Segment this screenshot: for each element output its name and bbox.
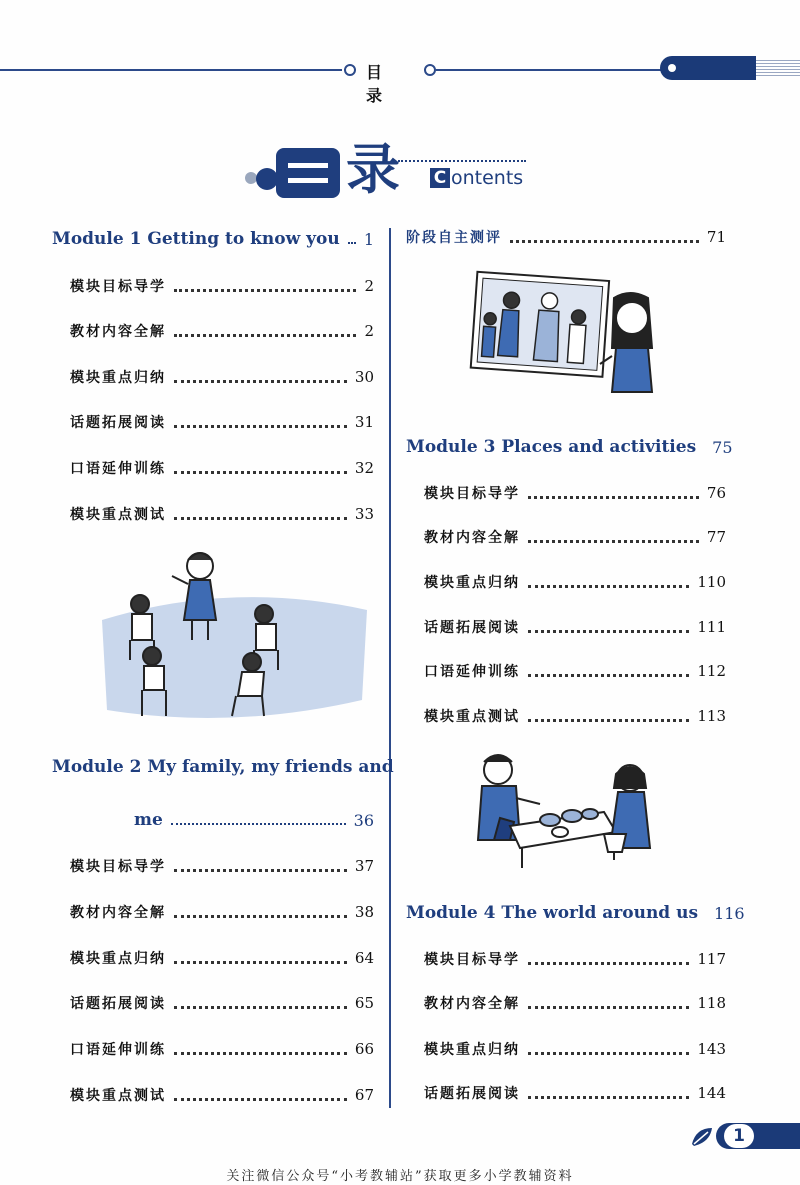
toc-module-title: Module 3 Places and activities [406, 437, 697, 457]
toc-item[interactable] [70, 948, 374, 968]
toc-item[interactable] [70, 856, 374, 876]
toc-page-number: 2 [364, 277, 374, 295]
toc-stage-test[interactable] [406, 227, 726, 247]
toc-page-number: 117 [697, 950, 726, 968]
toc-item-label: 模块重点测试 [70, 507, 166, 523]
toc-leader [174, 289, 356, 292]
toc-item-label: 话题拓展阅读 [424, 1086, 520, 1102]
toc-page-number: 66 [354, 1040, 374, 1058]
toc-item[interactable] [424, 617, 726, 637]
toc-leader [174, 961, 347, 964]
toc-leader [528, 1052, 689, 1055]
toc-leader [528, 496, 699, 499]
toc-item[interactable] [70, 1039, 374, 1059]
toc-page-number: 143 [697, 1040, 726, 1058]
page-number: 1 [724, 1124, 754, 1148]
toc-page-number: 118 [697, 994, 726, 1012]
toc-item-label: 话题拓展阅读 [70, 415, 166, 431]
toc-item-label: 模块重点测试 [424, 709, 520, 725]
toc-leader [528, 674, 689, 677]
toc-page-number: 33 [354, 505, 374, 523]
toc-module-2[interactable] [134, 810, 374, 830]
toc-module-3[interactable] [406, 437, 733, 457]
banner-dotted-rule [398, 160, 526, 162]
toc-item-label: 口语延伸训练 [70, 461, 166, 477]
decor-dot [256, 168, 278, 190]
toc-leader [174, 1006, 347, 1009]
toc-leader [174, 380, 347, 383]
toc-leader [174, 1098, 347, 1101]
toc-leader [174, 915, 347, 918]
toc-item-label: 模块重点归纳 [424, 575, 520, 591]
toc-item-label: 口语延伸训练 [424, 664, 520, 680]
toc-item[interactable] [424, 572, 726, 592]
toc-page-number: 36 [353, 810, 374, 830]
toc-item[interactable] [70, 993, 374, 1013]
header-title: 目 录 [366, 63, 393, 105]
toc-leader [174, 1052, 347, 1055]
corner-dot-icon [668, 64, 676, 72]
toc-page-number: 1 [363, 229, 374, 249]
toc-leader [528, 719, 689, 722]
leaf-icon [690, 1124, 716, 1148]
toc-leader [528, 585, 689, 588]
illustration-classroom [92, 540, 372, 730]
toc-page-number: 144 [697, 1084, 726, 1102]
banner-title-char-1 [276, 148, 340, 198]
toc-item-label: 模块重点归纳 [70, 370, 166, 386]
toc-item[interactable] [70, 367, 374, 387]
toc-page-number: 76 [706, 484, 726, 502]
toc-module-4[interactable] [406, 903, 745, 923]
header-rule-left [0, 69, 342, 71]
header-corner-tab [660, 56, 756, 80]
toc-leader [174, 425, 347, 428]
toc-item-label: 话题拓展阅读 [70, 996, 166, 1012]
toc-item-label: 阶段自主测评 [406, 230, 502, 246]
toc-page-number: 110 [697, 573, 726, 591]
column-divider [389, 228, 391, 1108]
toc-item[interactable] [70, 321, 374, 341]
illustration-market [470, 748, 660, 870]
toc-page-number: 71 [706, 228, 726, 246]
toc-item-label: 模块重点归纳 [424, 1042, 520, 1058]
header-dot-icon [344, 64, 356, 76]
header-dot-icon [424, 64, 436, 76]
toc-item[interactable] [424, 993, 726, 1013]
toc-module-1[interactable] [52, 229, 374, 249]
toc-item[interactable] [424, 706, 726, 726]
toc-item[interactable] [424, 949, 726, 969]
toc-page-number: 30 [354, 368, 374, 386]
toc-leader [171, 823, 346, 825]
footer-note: 关注微信公众号“小考教辅站”获取更多小学教辅资料 [226, 1169, 574, 1184]
banner-contents-text: ontents [451, 167, 524, 189]
toc-leader [528, 540, 699, 543]
toc-page-number: 116 [714, 903, 745, 923]
toc-page-number: 65 [354, 994, 374, 1012]
toc-item-label: 模块重点测试 [70, 1088, 166, 1104]
toc-item-label: 口语延伸训练 [70, 1042, 166, 1058]
toc-item-label: 模块目标导学 [70, 859, 166, 875]
banner-contents-initial: C [430, 168, 450, 188]
toc-leader [510, 240, 699, 243]
header-hatch [756, 60, 800, 76]
header-rule-right [436, 69, 662, 71]
toc-leader [528, 1096, 689, 1099]
toc-page-number: 64 [354, 949, 374, 967]
toc-page-number: 113 [697, 707, 726, 725]
toc-item[interactable] [70, 276, 374, 296]
toc-page-number: 77 [706, 528, 726, 546]
toc-page-number: 32 [354, 459, 374, 477]
toc-leader [348, 242, 356, 244]
toc-page-number: 75 [712, 437, 733, 457]
illustration-family-photo [466, 268, 676, 410]
toc-leader [528, 630, 689, 633]
toc-page-number: 67 [354, 1086, 374, 1104]
toc-leader [528, 962, 689, 965]
toc-item-label: 模块目标导学 [424, 486, 520, 502]
toc-page-number: 31 [354, 413, 374, 431]
toc-leader [174, 517, 347, 520]
toc-item-label: 话题拓展阅读 [424, 620, 520, 636]
toc-item-label: 教材内容全解 [424, 996, 520, 1012]
toc-item[interactable] [70, 1085, 374, 1105]
toc-item-label: 模块重点归纳 [70, 951, 166, 967]
toc-leader [174, 471, 347, 474]
toc-page-number: 2 [364, 322, 374, 340]
toc-item[interactable] [424, 527, 726, 547]
toc-item[interactable] [424, 1039, 726, 1059]
toc-item-label: 教材内容全解 [70, 324, 166, 340]
toc-leader [528, 1006, 689, 1009]
banner-title-char-2: 录 [346, 138, 400, 201]
toc-item[interactable] [70, 504, 374, 524]
toc-item[interactable] [70, 458, 374, 478]
toc-module-2-title-line1[interactable]: Module 2 My family, my friends and [52, 757, 394, 777]
toc-page-number: 112 [697, 662, 726, 680]
toc-item-label: 模块目标导学 [70, 279, 166, 295]
toc-page-number: 111 [697, 618, 726, 636]
toc-leader [174, 334, 356, 337]
toc-module-title: me [134, 810, 163, 830]
toc-item[interactable] [424, 483, 726, 503]
toc-item-label: 模块目标导学 [424, 952, 520, 968]
toc-item[interactable] [70, 412, 374, 432]
toc-module-title: Module 4 The world around us [406, 903, 699, 923]
toc-item-label: 教材内容全解 [70, 905, 166, 921]
toc-leader [174, 869, 347, 872]
toc-item[interactable] [424, 661, 726, 681]
toc-page-number: 38 [354, 903, 374, 921]
toc-item[interactable] [70, 902, 374, 922]
toc-module-title: Module 1 Getting to know you [52, 229, 340, 249]
toc-item[interactable] [424, 1083, 726, 1103]
toc-page-number: 37 [354, 857, 374, 875]
toc-item-label: 教材内容全解 [424, 530, 520, 546]
